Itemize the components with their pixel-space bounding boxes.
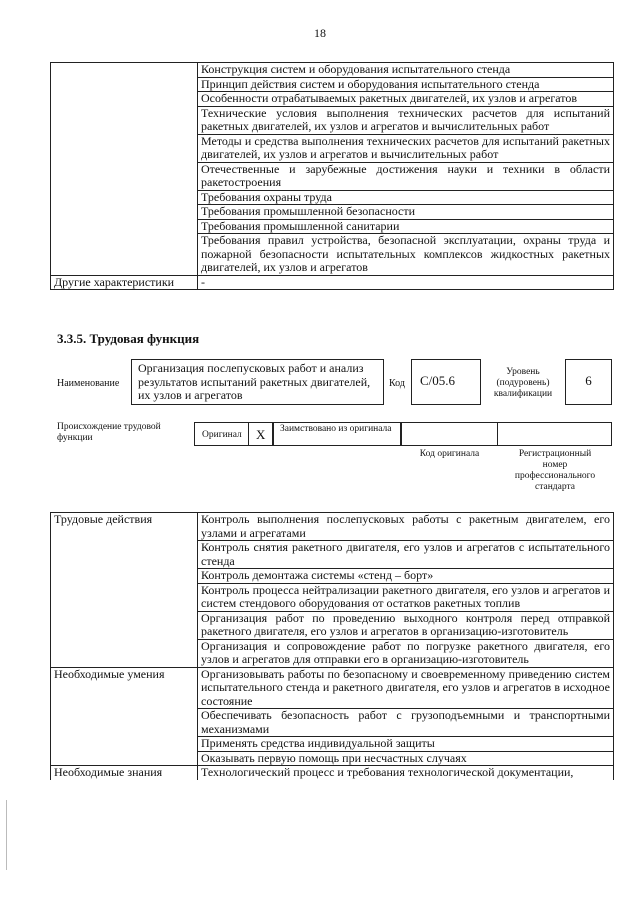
table-row: Обеспечивать безопасность работ с грузоподъемными и транспортными механизмами <box>198 709 614 737</box>
original-label: Оригинал <box>202 430 242 440</box>
origin-label: Происхождение трудовой функции <box>57 422 161 443</box>
table-row: Особенности отрабатываемых ракетных двигателей, их узлов и агрегатов <box>198 92 614 107</box>
table-row: Технологический процесс и требования технологической документации, <box>198 766 614 780</box>
table-row: Методы и средства выполнения технических расчетов для испытаний ракетных двигателей, их узлов и агрегатов и вычислительных работ <box>198 134 614 162</box>
level-value: 6 <box>585 373 592 388</box>
code-original-caption: Код оригинала <box>419 449 480 459</box>
table-row: Отечественные и зарубежные достижения науки и техники в области ракетостроения <box>198 162 614 190</box>
table-row: Требования правил устройства, безопасной эксплуатации, охраны труда и пожарной безопасности испытательных комплексов жидкостных ракетных двигателей, их узлов и агрегатов <box>198 234 614 276</box>
table-row: Контроль выполнения послепусковых работы с ракетным двигателем, его узлами и агрегатами <box>198 513 614 541</box>
name-label: Наименование <box>57 378 120 389</box>
table-row: Технические условия выполнения технических расчетов для испытаний ракетных двигателей, их узлов и агрегатов и вычислительных работ <box>198 106 614 134</box>
top-table-empty-label-cell <box>51 63 198 276</box>
group-label-required-knowledge: Необходимые знания <box>51 766 198 780</box>
other-characteristics-value: - <box>198 275 614 290</box>
table-row: Контроль демонтажа системы «стенд – борт» <box>198 569 614 584</box>
other-characteristics-label: Другие характеристики <box>51 275 198 290</box>
level-value-box <box>565 359 612 405</box>
top-knowledge-table <box>50 62 614 290</box>
original-mark: X <box>256 427 266 442</box>
level-label: Уровень (подуровень) квалификации <box>493 367 553 399</box>
table-row: Организовывать работы по безопасному и своевременному приведению систем испытательного стенда и ракетного двигателя, его узлов и агрегатов в исходное состояние <box>198 667 614 709</box>
group-label-required-skills: Необходимые умения <box>51 667 198 766</box>
name-value-box <box>131 359 384 405</box>
table-row: Требования промышленной безопасности <box>198 205 614 220</box>
table-row: Применять средства индивидуальной защиты <box>198 737 614 752</box>
origin-reg-number-box <box>497 422 612 446</box>
table-row: Конструкция систем и оборудования испытательного стенда <box>198 63 614 78</box>
code-value: C/05.6 <box>420 373 456 388</box>
table-row: Контроль процесса нейтрализации ракетного двигателя, его узлов и агрегатов и систем стендового оборудования от остатков ракетных топлив <box>198 583 614 611</box>
origin-borrowed-box <box>273 422 401 446</box>
reg-number-caption: Регистрационный номер профессионального стандарта <box>514 449 596 492</box>
table-row: Требования охраны труда <box>198 190 614 205</box>
function-name: Организация послепусковых работ и анализ результатов испытаний ракетных двигателей, их узлов и агрегатов <box>138 361 371 402</box>
borrowed-label: Заимствовано из оригинала <box>280 424 392 434</box>
table-row: Организация и сопровождение работ по погрузке ракетного двигателя, его узлов и агрегатов для отправки его в организацию-изготовитель <box>198 639 614 667</box>
origin-code-original-box <box>401 422 498 446</box>
page-number: 18 <box>314 26 326 40</box>
table-row: Принцип действия систем и оборудования испытательного стенда <box>198 77 614 92</box>
table-row: Оказывать первую помощь при несчастных случаях <box>198 751 614 766</box>
scan-edge-line <box>6 800 7 870</box>
code-value-box <box>411 359 481 405</box>
code-label: Код <box>389 378 405 389</box>
labor-function-table <box>50 512 614 780</box>
table-row: Контроль снятия ракетного двигателя, его узлов и агрегатов с испытательного стенда <box>198 541 614 569</box>
group-label-labor-actions: Трудовые действия <box>51 513 198 668</box>
table-row: Требования промышленной санитарии <box>198 219 614 234</box>
origin-mark-box <box>248 422 273 446</box>
section-title: 3.3.5. Трудовая функция <box>57 331 200 346</box>
table-row: Организация работ по проведению выходного контроля перед отправкой ракетного двигателя, его узлов и агрегатов в организацию-изготовитель <box>198 611 614 639</box>
